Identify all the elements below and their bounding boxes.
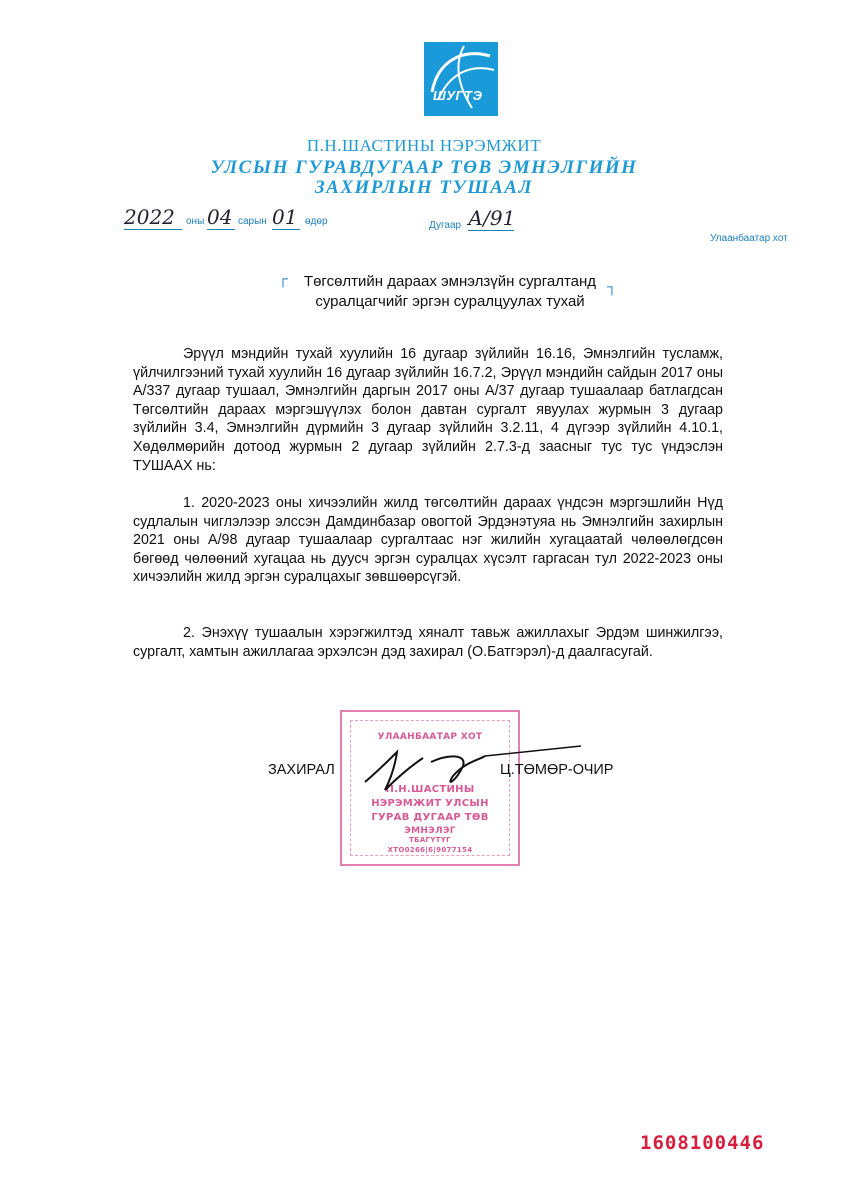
- header-line-1: П.Н.ШАСТИНЫ НЭРЭМЖИТ: [306, 136, 542, 155]
- date-year: 2022: [124, 205, 182, 230]
- subject: [300, 272, 600, 312]
- stamp-line-1: УЛААНБААТАР ХОТ: [377, 732, 483, 742]
- preamble-paragraph: Эрүүл мэндийн тухай хуулийн 16 дугаар зүйлийн 16.16, Эмнэлгийн тусламж, үйлчилгээний тухай хуулийн 16 дугаар зүйлийн 16.7.2, Эрүүл мэндийн сайдын 2017 оны А/337 дугаар тушаал, Эмнэлгийн даргын 2017 оны А/37 дугаар тушаалаар батлагдсан Төгсөлтийн дараах мэргэшүүлэх болон давтан сургалт явуулах журмын 3 дугаар зүйлийн 3.4, Эмнэлгийн дүрмийн 3 дугаар зүйлийн 3.2.11, 4 дүгээр зүйлийн 4.10.1, Хөдөлмөрийн дотоод журмын 2 дугаар зүйлийн 2.7.3-д заасныг тус тус үндэслэн ТУШААХ нь:: [133, 346, 723, 474]
- stamp-line-5: ЭМНЭЛЭГ: [404, 826, 456, 836]
- stamp-line-7: ХТО0266|6|9077154: [387, 846, 473, 854]
- subject-corner-right: ┐: [607, 278, 617, 294]
- signatory-title: ЗАХИРАЛ: [268, 762, 335, 778]
- header-line-2: УЛСЫН ГУРАВДУГААР ТӨВ ЭМНЭЛГИЙН: [210, 157, 638, 178]
- subject-corner-left: ┌: [278, 270, 288, 286]
- subject-line-2: суралцагчийг эргэн суралцуулах тухай: [315, 293, 585, 310]
- subject-line-1: Төгсөлтийн дараах эмнэлзүйн сургалтанд: [303, 273, 597, 290]
- logo-text: ШУГТЭ: [433, 88, 483, 103]
- stamp-line-3: НЭРЭМЖИТ УЛСЫН: [371, 798, 489, 809]
- serial-number: 1608100446: [640, 1132, 765, 1154]
- date-month-label: сарын: [238, 216, 267, 227]
- city-label: Улаанбаатар хот: [710, 233, 788, 244]
- stamp-line-2: П.Н.ШАСТИНЫ: [385, 784, 475, 795]
- date-year-label: оны: [186, 216, 205, 227]
- hospital-logo: [424, 42, 498, 116]
- stamp-line-6: ТБАГҮТҮГ: [409, 836, 451, 844]
- order-item-2: 2. Энэхүү тушаалын хэрэгжилтэд хяналт тавьж ажиллахыг Эрдэм шинжилгээ, сургалт, хамтын ажиллагаа эрхэлсэн дэд захирал (О.Батгэрэл)-д даалгасугай.: [133, 625, 723, 660]
- date-month: 04: [207, 205, 235, 230]
- order-number-label: Дугаар: [429, 220, 462, 231]
- signatory-name: Ц.ТӨМӨР-ОЧИР: [500, 762, 614, 778]
- document-title: ЗАХИРЛЫН ТУШААЛ: [315, 177, 533, 198]
- date-day: 01: [272, 205, 300, 230]
- date-day-label: өдөр: [305, 216, 328, 227]
- order-item-1: 1. 2020-2023 оны хичээлийн жилд төгсөлтийн дараах үндсэн мэргэшлийн Нүд судлалын чиглэлээр элссэн Дамдинбазар овогтой Эрдэнэтуяа нь Эмнэлгийн захирлын 2021 оны А/98 дугаар тушаалаар сургалтаас нэг жилийн хугацаатай чөлөөлөгдсөн бөгөөд чөлөөний хугацаа нь дуусч эргэн суралцах хүсэлт гаргасан тул 2022-2023 оны хичээлийн жилд эргэн суралцахыг зөвшөөрсүгэй.: [133, 495, 723, 586]
- stamp-line-4: ГУРАВ ДУГААР ТӨВ: [371, 812, 489, 823]
- order-number: А/91: [468, 206, 516, 230]
